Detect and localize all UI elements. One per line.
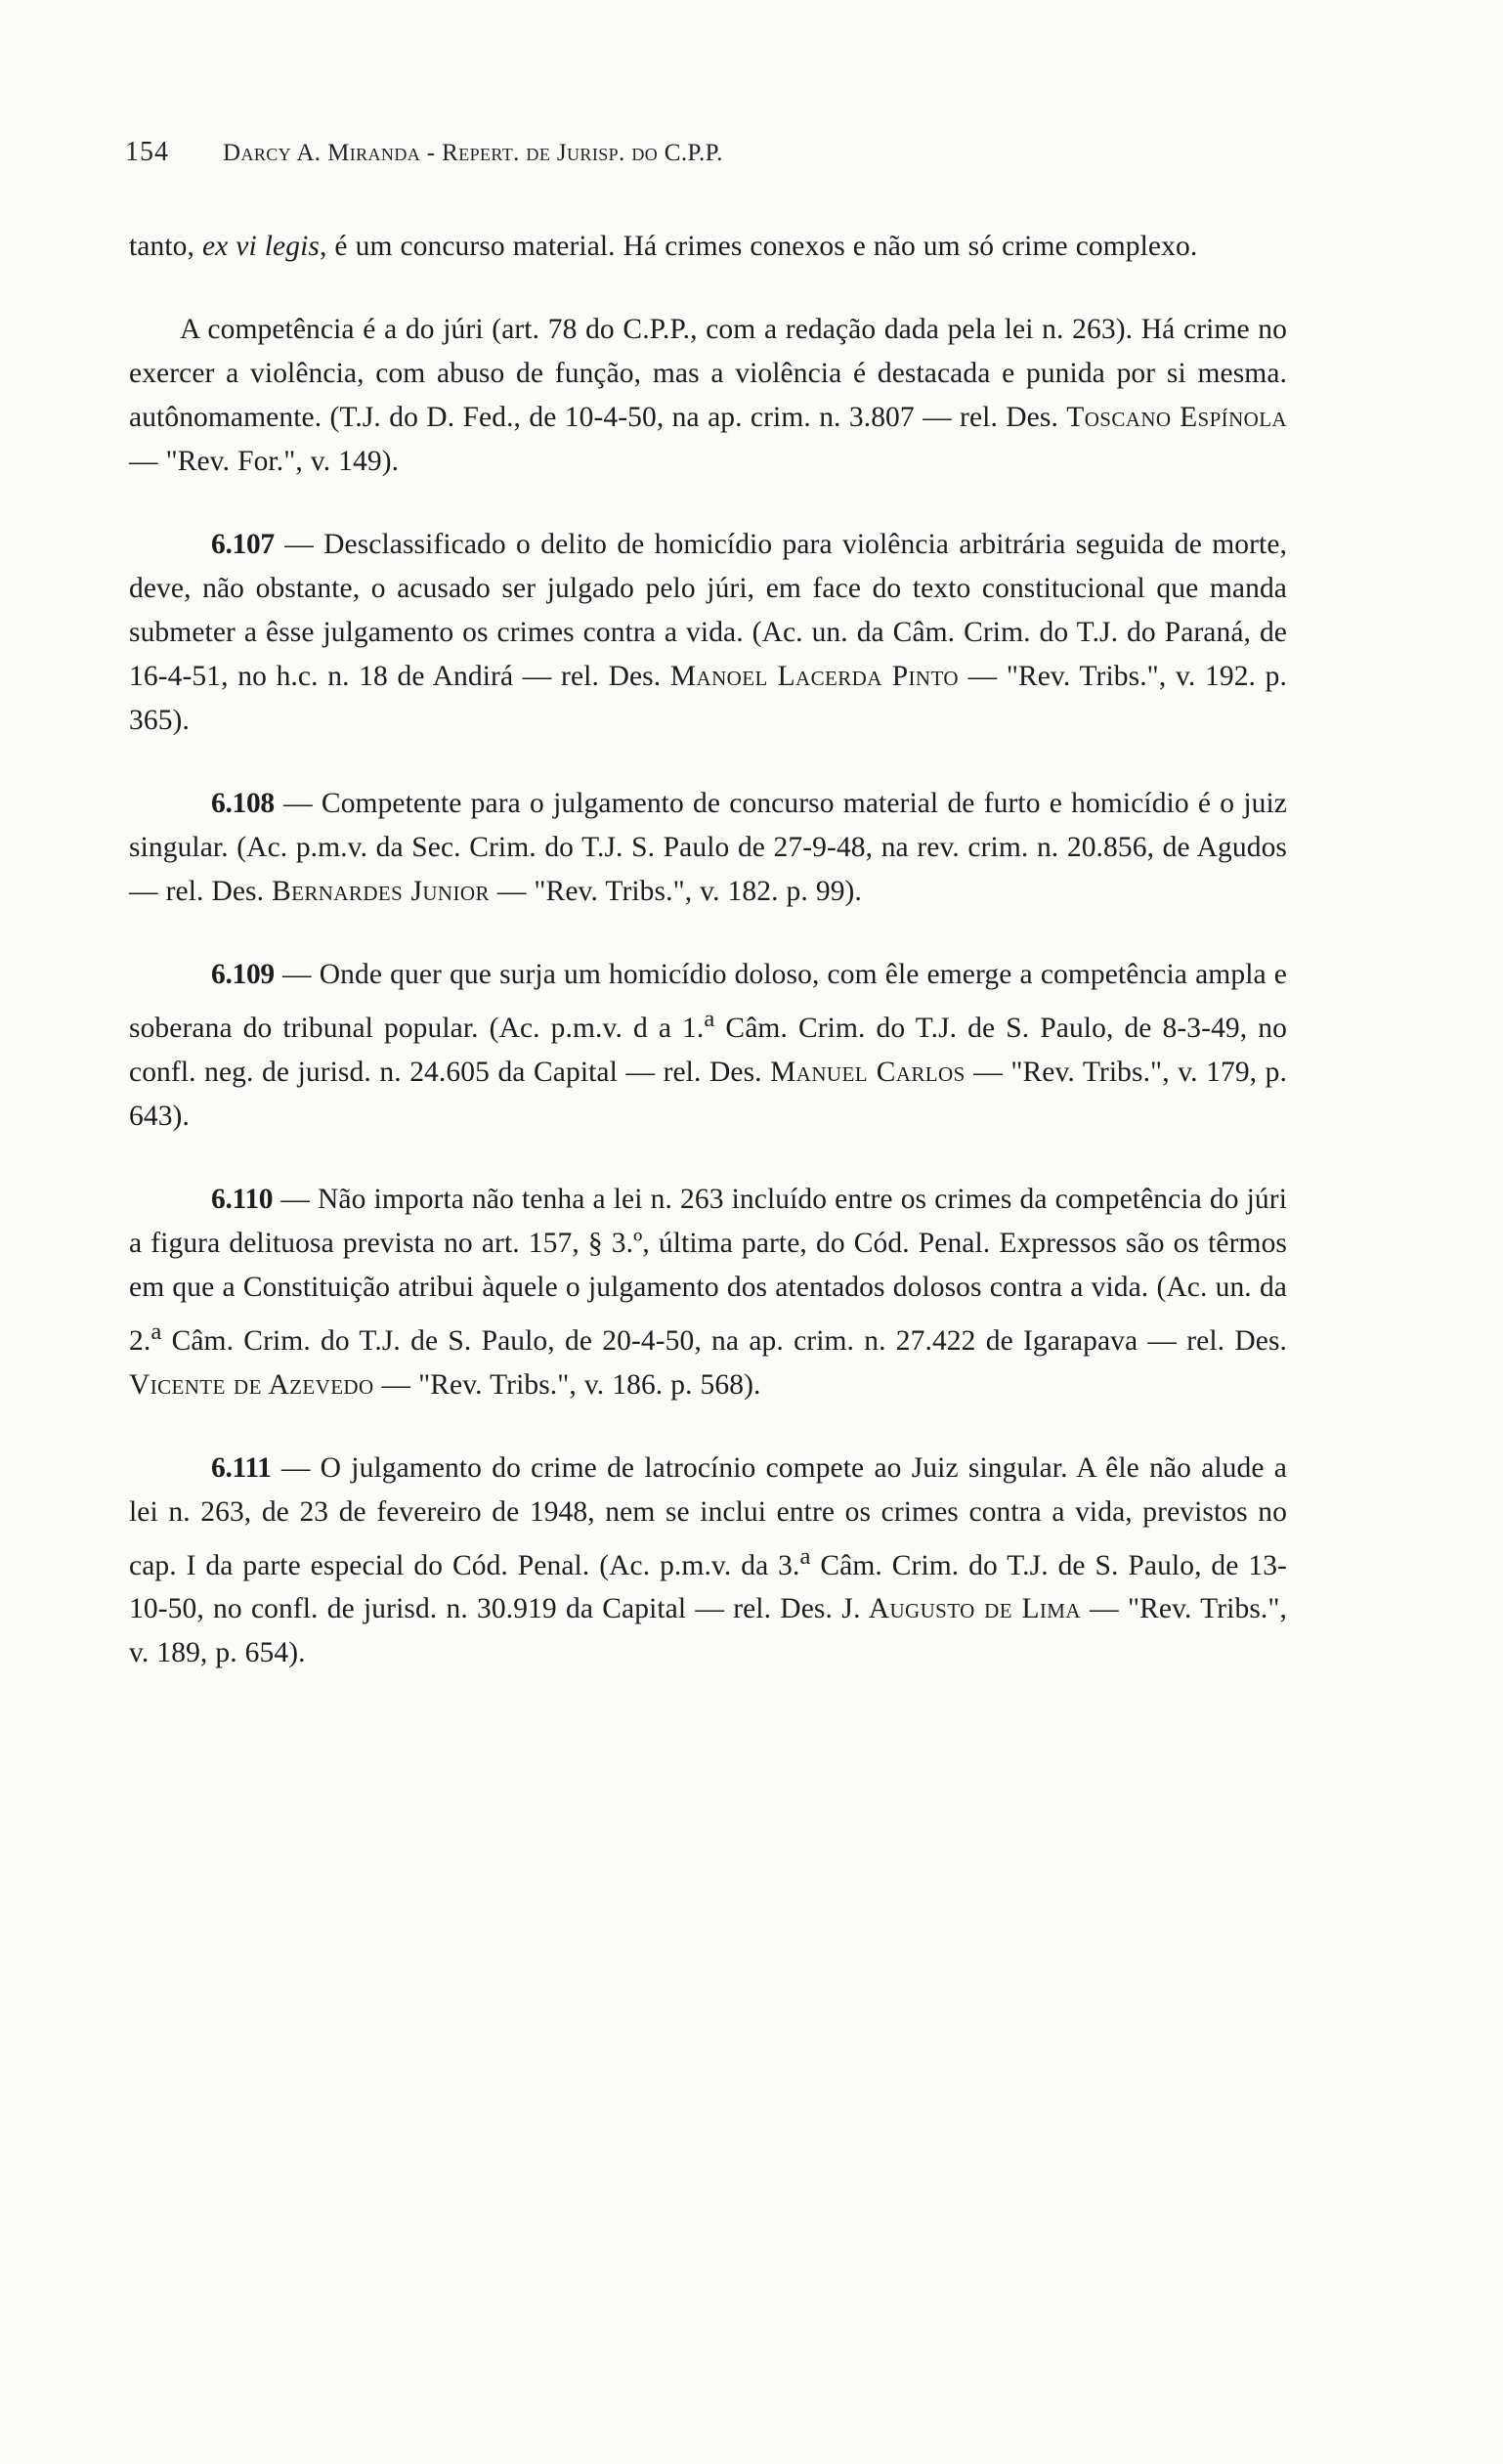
latin-phrase: ex vi legis bbox=[201, 231, 320, 262]
entry-number: 6.111 bbox=[211, 1451, 272, 1484]
judge-name: Vicente de Azevedo bbox=[129, 1368, 374, 1401]
entry-6109: 6.109 — Onde quer que surja um homicídio doloso, com êle emerge a competência ampla e soberana do tribunal popular. (Ac. p.m.v. d a 1.$^a$ Câm. Crim. do T.J. de S. Paulo, de 8-3-49, no confl. neg. de jurisd. n. 24.605 da Capital — rel. Des. Manuel Carlos — "Rev. Tribs.", v. 179, p. 643). bbox=[129, 959, 1287, 1132]
judge-name: Bernardes Junior bbox=[272, 876, 490, 907]
judge-name: Manuel Carlos bbox=[770, 1056, 966, 1088]
entry-6111: 6.111 — O julgamento do crime de latrocínio compete ao Juiz singular. A êle não alude a lei n. 263, de 23 de fevereiro de 1948, nem se inclui entre os crimes contra a vida, previstos no cap. I da parte especial do Cód. Penal. (Ac. p.m.v. da 3.$^a$ Câm. Crim. do T.J. de S. Paulo, de 13-10-50, no confl. de jurisd. n. 30.919 da Capital — rel. Des. J. Augusto de Lima — "Rev. Tribs.", v. 189, p. 654). bbox=[129, 1451, 1287, 1669]
judge-name: Toscano Espínola bbox=[1066, 402, 1287, 433]
judge-name: Manoel Lacerda Pinto bbox=[669, 661, 959, 692]
paragraph-competencia: A competência é a do júri (art. 78 do C.P.P., com a redação dada pela lei n. 263). Há crime no exercer a violência, com abuso de função, mas a violência é destacada e punida por si mesma. autônomamente. (T.J. do D. Fed., de 10-4-50, na ap. crim. n. 3.807 — rel. Des. Toscano Espínola — "Rev. For.", v. 149). bbox=[129, 314, 1287, 477]
page-number: 154 bbox=[125, 137, 169, 167]
page-content bbox=[125, 137, 1396, 1675]
entry-number: 6.110 bbox=[211, 1183, 274, 1215]
running-head: Darcy A. Miranda - Repert. de Jurisp. do C.P.P. bbox=[223, 140, 723, 166]
entry-6108: 6.108 — Competente para o julgamento de concurso material de furto e homicídio é o juiz singular. (Ac. p.m.v. da Sec. Crim. do T.J. S. Paulo de 27-9-48, na rev. crim. n. 20.856, de Agudos — rel. Des. Bernardes Junior — "Rev. Tribs.", v. 182. p. 99). bbox=[129, 788, 1287, 907]
entry-number: 6.109 bbox=[211, 959, 275, 990]
entry-number: 6.107 bbox=[211, 529, 275, 560]
judge-name: J. Augusto de Lima bbox=[841, 1593, 1081, 1625]
entry-6107: 6.107 — Desclassificado o delito de homicídio para violência arbitrária seguida de morte, deve, não obstante, o acusado ser julgado pelo júri, em face do texto constitucional que manda submeter a êsse julgamento os crimes contra a vida. (Ac. un. da Câm. Crim. do T.J. do Paraná, de 16-4-51, no h.c. n. 18 de Andirá — rel. Des. Manoel Lacerda Pinto — "Rev. Tribs.", v. 192. p. 365). bbox=[129, 529, 1288, 736]
entry-6110: 6.110 — Não importa não tenha a lei n. 263 incluído entre os crimes da competência do júri a figura delituosa prevista no art. 157, § 3.º, última parte, do Cód. Penal. Expressos são os têrmos em que a Constituição atribui àquele o julgamento dos atentados dolosos contra a vida. (Ac. un. da 2.$^a$ Câm. Crim. do T.J. de S. Paulo, de 20-4-50, na ap. crim. n. 27.422 de Igarapava — rel. Des. Vicente de Azevedo — "Rev. Tribs.", v. 186. p. 568). bbox=[129, 1183, 1287, 1401]
paragraph-intro: tanto, ex vi legis, é um concurso material. Há crimes conexos e não um só crime complexo. bbox=[129, 231, 1198, 262]
body-text-column bbox=[129, 225, 1287, 1675]
entry-number: 6.108 bbox=[211, 788, 275, 819]
page-header bbox=[125, 137, 1396, 168]
